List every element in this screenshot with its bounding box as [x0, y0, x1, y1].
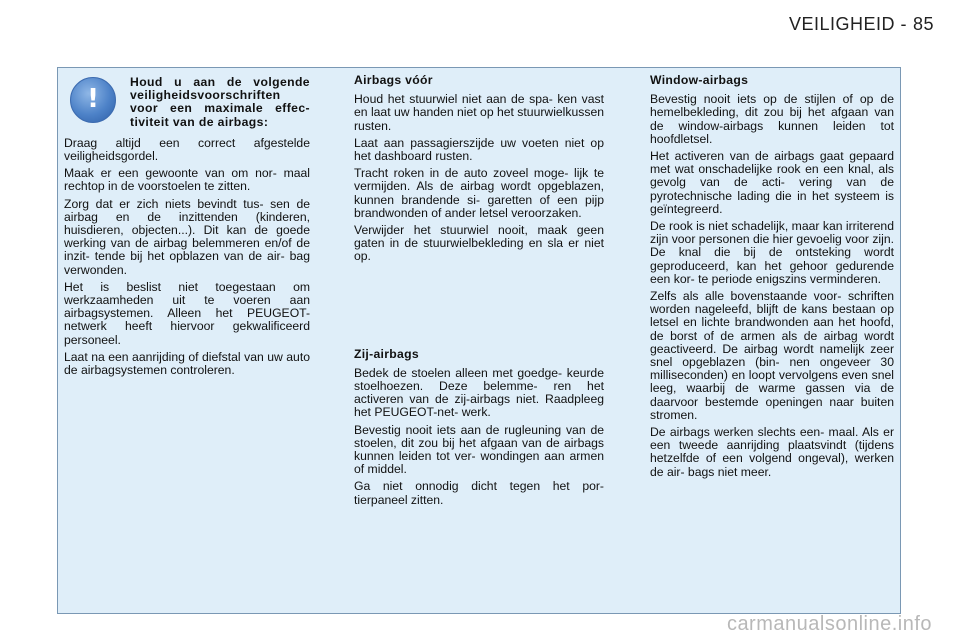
paragraph: Verwijder het stuurwiel nooit, maak geen gaten in de stuurwielbekleding en sla er niet op. — [354, 223, 604, 264]
paragraph: Ga niet onnodig dicht tegen het por- tierpaneel zitten. — [354, 479, 604, 507]
paragraph: Bevestig nooit iets op de stijlen of op de hemelbekleding, dit zou bij het afgaan van de window-airbags kunnen leiden tot hoofdletsel. — [650, 92, 894, 146]
section-title: VEILIGHEID - — [788, 14, 907, 34]
window-airbags-heading: Window-airbags — [650, 73, 749, 87]
column-window-airbags — [650, 74, 894, 483]
front-airbags-heading: Airbags vóór — [354, 73, 433, 87]
column-general — [64, 74, 310, 381]
paragraph: De rook is niet schadelijk, maar kan irriterend zijn voor personen die hier gevoelig voor zijn. De knal die bij de ontsteking wordt geproduceerd, kan het gehoor gedurende een kor- te periode enigszins verminderen. — [650, 219, 894, 286]
side-airbags-heading: Zij-airbags — [354, 346, 419, 361]
paragraph: Zorg dat er zich niets bevindt tus- sen de airbag en de inzittenden (kinderen, huisdieren, objecten...). Dit kan de goede werking van de airbag belemmeren en/of de inzit- tende bij het opblazen van de air- bag verwonden. — [64, 196, 310, 277]
paragraph: Houd het stuurwiel niet aan de spa- ken vast en laat uw handen niet op het stuurwielkussen rusten. — [354, 92, 605, 133]
column-spacer — [354, 268, 604, 348]
paragraph: Bevestig nooit iets aan de rugleuning van de stoelen, dit zou bij het afgaan van de airbags kunnen leiden tot ver- wondingen aan armen of middel. — [354, 422, 604, 477]
paragraph: Zelfs als alle bovenstaande voor- schriften worden nageleefd, blijft de kans bestaan op letsel en lichte brandwonden aan het hoofd, de borst of de armen als de airbag wordt geactiveerd. De airbag wordt namelijk zeer snel opgeblazen (bin- nen ongeveer 30 milliseconden) en loopt vervolgens even snel leeg, waarbij de warme gassen via de daarvoor bestemde openingen naar buiten stromen. — [650, 289, 894, 422]
paragraph: De airbags werken slechts een- maal. Als er een tweede aanrijding plaatsvindt (tijdens hetzelfde of een volgend ongeval), werken de air- bags niet meer. — [650, 425, 894, 479]
exclamation-icon: ! — [70, 77, 116, 123]
column-front-side-airbags — [354, 74, 604, 511]
paragraph: Laat na een aanrijding of diefstal van uw auto de airbagsystemen controleren. — [64, 349, 310, 378]
paragraph: Tracht roken in de auto zoveel moge- lijk te vermijden. Als de airbag wordt opgeblazen, kunnen brandende si- garetten of een pijp brandwonden of ander letsel veroorzaken. — [354, 166, 604, 220]
page-number: 85 — [912, 14, 934, 34]
warning-header — [64, 74, 310, 129]
page-header — [789, 14, 934, 35]
content-panel — [57, 67, 901, 614]
paragraph: Maak er een gewoonte van om nor- maal rechtop in de voorstoelen te zitten. — [64, 166, 310, 194]
paragraph: Laat aan passagierszijde uw voeten niet op het dashboard rusten. — [354, 135, 604, 164]
paragraph: Het activeren van de airbags gaat gepaard met wat onschadelijke rook en een knal, als gevolg van de acti- vering van de pyrotechnische lading die in het systeem is geïntegreerd. — [650, 149, 894, 216]
watermark[interactable]: carmanualsonline.info — [726, 613, 932, 635]
paragraph: Het is beslist niet toegestaan om werkzaamheden uit te voeren aan airbagsystemen. Alleen het PEUGEOT-netwerk heeft hiervoor gekwalificeerd personeel. — [64, 279, 310, 347]
paragraph: Draag altijd een correct afgestelde veiligheidsgordel. — [64, 135, 310, 164]
paragraph: Bedek de stoelen alleen met goedge- keurde stoelhoezen. Deze belemme- ren het activeren van de zij-airbags niet. Raadpleeg het PEUGEOT-net- werk. — [354, 365, 604, 420]
warning-title: Houd u aan de volgende veiligheidsvoorschriften voor een maximale effec- tiviteit van de airbags: — [130, 75, 310, 129]
